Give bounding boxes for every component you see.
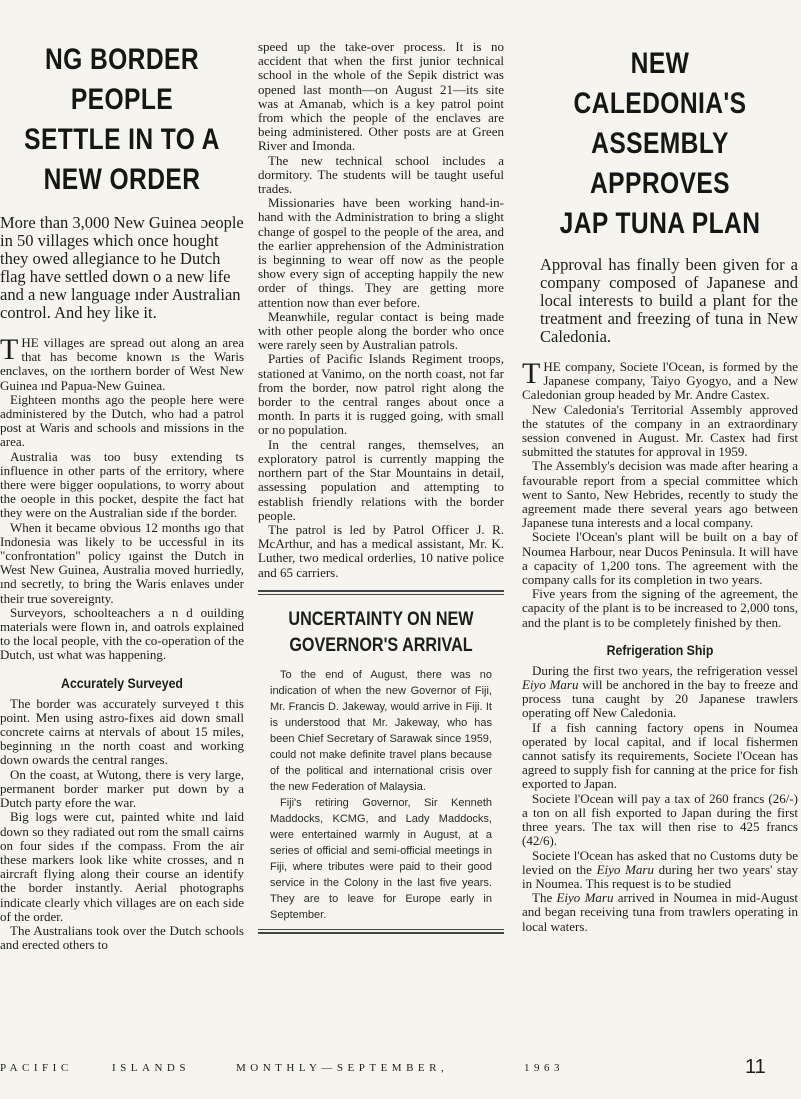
right-article <box>522 40 798 934</box>
right-paragraph-5: Five years from the signing of the agreement, the capacity of the plant is to be increased to 2,000 tons, and the plant is to be completely finished by then. <box>522 586 798 630</box>
box-bottom-rule <box>258 929 504 934</box>
box-paragraph-2: Fiji's retiring Governor, Sir Kenneth Maddocks, KCMG, and Lady Maddocks, were entertained warmly in August, at a series of official and semi-official meetings in Fiji, where tributes were paid to their good service in the Colony in the last five years. They are to leave for Europe early in September. <box>270 796 492 921</box>
box-top-rule <box>258 590 504 595</box>
footer-word-monthly: MONTHLY—SEPTEMBER, <box>236 1062 449 1074</box>
middle-paragraph-6: In the central ranges, themselves, an exploratory patrol is currently mapping the northern part of the Star Mountains in detail, assessing population and attempting to establish friendly relations with the border people. <box>258 436 504 523</box>
left-headline: NG BORDER PEOPLE SETTLE IN TO A NEW ORDER <box>24 43 220 196</box>
middle-paragraph-2: The new technical school includes a dormitory. The students will be taught useful trades. <box>258 152 504 197</box>
right-paragraph-10: The Eiyo Maru arrived in Noumea in mid-August and began receiving tuna from trawlers operating in local waters. <box>522 890 798 934</box>
footer-word-pacific: PACIFIC <box>0 1062 73 1074</box>
middle-article <box>258 40 504 934</box>
left-article <box>0 40 244 952</box>
left-paragraph-6: The border was accurately surveyed t this point. Men using astro-fixes aid down small concrete cairns at ntervals of about 15 miles, beginning ın the north coast and working down owards the central ranges. <box>0 695 244 768</box>
left-lead: More than 3,000 New Guinea ɔeople in 50 villages which once hought they owed allegiance to he Dutch flag have settled down o a new life and a new language ınder Australian control. And hey like it. <box>0 213 244 322</box>
page-footer <box>0 1056 801 1080</box>
left-paragraph-8: Big logs were cut, painted white ınd laid down so they radiated out rom the small cairns on four sides ıf the compass. From the air these markers look like white crosses, and n aircraft flying along their course an identify the border instantly. Aerial photographs indicate clearly vhich villages are on each side of the order. <box>0 809 244 924</box>
right-paragraph-8: Societe l'Ocean will pay a tax of 260 francs (26/-) a ton on all fish exported to Japan during the first three years. The tax will then rise to 425 francs (42/6). <box>522 790 798 849</box>
right-paragraph-2: New Caledonia's Territorial Assembly approved the statutes of the company in an extraordinary session convened in August. Mr. Castex had first submitted the statutes for approval in 1959. <box>522 401 798 460</box>
left-subhead: Accurately Surveyed <box>61 674 183 691</box>
dropcap: T <box>0 333 19 366</box>
left-paragraph-3: Australia was too busy extending ts influence in other parts of the erritory, where there were bigger oopulations, to worry about the oeople in this pocket, despite the fact hat they were on the Australian side ıf the border. <box>0 448 244 521</box>
right-paragraph-1: THE company, Societe l'Ocean, is formed by the Japanese company, Taiyo Gyogyo, and a New Caledonian group headed by Mr. Andre Castex. <box>522 357 798 403</box>
right-subhead: Refrigeration Ship <box>606 641 714 658</box>
footer-word-islands: ISLANDS <box>112 1062 190 1074</box>
left-paragraph-1: THE villages are spread out along an area that has become known ıs the Waris enclaves, on the ıorthern border of West New Guinea ınd Papua-New Guinea. <box>0 333 244 393</box>
box-paragraph-1: To the end of August, there was no indication of when the new Governor of Fiji, Mr. Francis D. Jakeway, would arrive in Fiji. It is understood that Mr. Jakeway, who has been Chief Secretary of Sarawak since 1959, could not make definite travel plans because of the political and international crisis over the new Federation of Malaysia. <box>270 668 492 793</box>
right-paragraph-9: Societe l'Ocean has asked that no Customs duty be levied on the Eiyo Maru during her two years' stay in Noumea. This request is to be studied <box>522 847 798 891</box>
left-paragraph-4: When it became obvious 12 months ıgo that Indonesia was likely to be uccessful in its "confrontation" policy ıgainst the Dutch in West New Guinea, Australia moved hurriedly, ınd secretly, to bring the Waris enlaves under their true sovereignty. <box>0 519 244 606</box>
left-paragraph-7: On the coast, at Wutong, there is very large, permanent border marker put down by a Dutch party efore the war. <box>0 766 244 811</box>
middle-paragraph-7: The patrol is led by Patrol Officer J. R. McArthur, and has a medical assistant, Mr. K. Luther, two medical orderlies, 10 native police and 65 carriers. <box>258 521 504 580</box>
left-paragraph-9: The Australians took over the Dutch schools and erected others to <box>0 922 244 953</box>
left-paragraph-5: Surveyors, schoolteachers a n d ouilding materials were flown in, and oatrols explained to the local people, vith the co-operation of the Dutch, ust what was happening. <box>0 604 244 663</box>
governor-box <box>258 590 504 934</box>
right-headline: NEW CALEDONIA'S ASSEMBLY APPROVES JAP TUNA PLAN <box>559 47 761 240</box>
left-paragraph-2: Eighteen months ago the people here were administered by the Dutch, who had a patrol post at Waris and schools and missions in the area. <box>0 391 244 450</box>
middle-paragraph-5: Parties of Pacific Islands Regiment troops, stationed at Vanimo, on the north coast, not far from the border, now patrol right along the border to the central ranges about once a month. In parts it is rugged going, with small or no population. <box>258 351 504 438</box>
middle-paragraph-3: Missionaries have been working hand-in-hand with the Administration to bring a slight change of gospel to the people of the area, and the earlier apprehension of the Administration is beginning to wear off now as the people show every sign of accepting happily the new order of things. They are getting more attention now than ever before. <box>258 195 504 310</box>
middle-paragraph-1: speed up the take-over process. It is no accident that when the first junior technical school in the whole of the Sepik district was opened last month—on August 21—its site was at Amanab, which is a key patrol point from which the people of the enclaves are being administered. Other posts are at Green River and Imonda. <box>258 39 504 154</box>
box-headline: UNCERTAINTY ON NEW GOVERNOR'S ARRIVAL <box>288 608 474 656</box>
dropcap: T <box>522 357 541 390</box>
footer-year: 1963 <box>524 1062 564 1074</box>
right-lead: Approval has finally been given for a company composed of Japanese and local interests to build a plant for the treatment and freezing of tuna in New Caledonia. <box>540 255 798 346</box>
right-paragraph-6: During the first two years, the refrigeration vessel Eiyo Maru will be anchored in the bay to freeze and process tuna caught by 20 Japanese trawlers operating off New Caledonia. <box>522 662 798 721</box>
middle-paragraph-4: Meanwhile, regular contact is being made with other people along the border who once were rarely seen by Australian patrols. <box>258 308 504 353</box>
right-paragraph-3: The Assembly's decision was made after hearing a favourable report from a special committee which went to Santo, New Hebrides, recently to study the agreement made there several years ago between Japanese tuna interests and a local company. <box>522 458 798 531</box>
right-paragraph-7: If a fish canning factory opens in Noumea operated by local capital, and if local fishermen cannot satisfy its requirements, Societe l'Ocean has agreed to supply fish for canning at the price for fish exported to Japan. <box>522 719 798 792</box>
page-number: 11 <box>745 1056 766 1078</box>
right-paragraph-4: Societe l'Ocean's plant will be built on a bay of Noumea Harbour, near Ducos Peninsula. It will have a capacity of 1,200 tons. The agreement with the company calls for its completion in two years. <box>522 529 798 588</box>
